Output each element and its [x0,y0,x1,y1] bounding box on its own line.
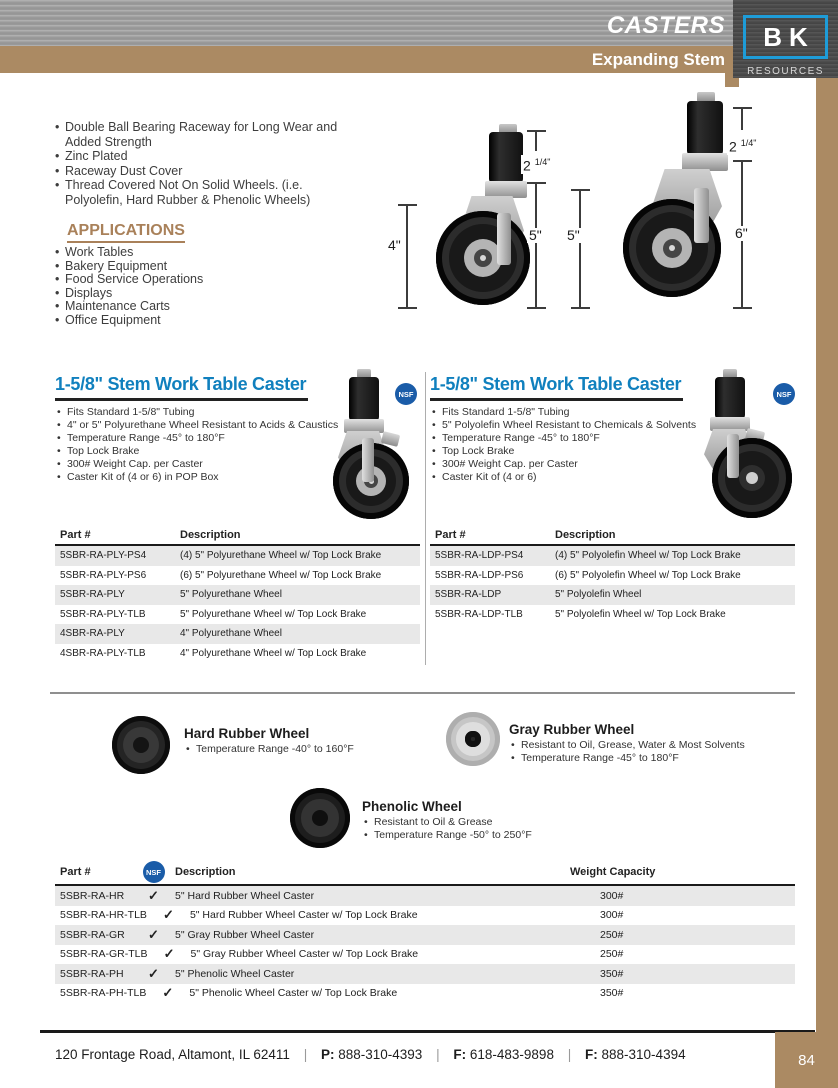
footer-phone: 888-310-4393 [338,1047,423,1062]
feature-item: • Zinc Plated [55,149,341,164]
caster-fork-leg [727,434,739,478]
table-row [55,644,420,664]
section-bullet: • Caster Kit of (4 or 6) in POP Box [57,471,392,484]
section-rule [55,398,308,401]
part-description: 5" Hard Rubber Wheel Caster w/ Top Lock Brake [189,909,418,922]
phenolic-wheel-image [290,788,350,848]
table-row [55,925,795,945]
section-bullet: • 4" or 5" Polyurethane Wheel Resistant to Acids & Caustics [57,419,392,432]
right-edge-strip [816,78,838,1032]
column-header-part: Part # [60,529,91,541]
footer-fax2-label: F: [585,1047,598,1062]
part-description: 5" Polyurethane Wheel w/ Top Lock Brake [180,608,367,620]
part-number: 5SBR-RA-PLY-PS4 [60,550,147,562]
section-bullet: • Temperature Range -45° to 180°F [432,432,767,445]
nsf-logo-icon: NSF [143,861,165,883]
parts-table-polyurethane [55,526,420,663]
footer-phone-label: P: [320,1047,335,1062]
section-bullet: • 300# Weight Cap. per Caster [57,458,392,471]
caster-collar [682,153,728,171]
column-header-nsf [132,861,175,883]
table-row [430,585,795,605]
part-number: 5SBR-RA-PLY [60,589,125,601]
part-number: 5SBR-RA-LDP-PS4 [435,550,524,562]
wheel-type-title-hard-rubber: Hard Rubber Wheel [184,726,310,741]
dimension-line-stem [741,108,743,130]
part-number: 5SBR-RA-LDP-PS6 [435,569,524,581]
column-header-weight: Weight Capacity [570,866,656,878]
section-vertical-divider [425,372,426,665]
part-number: 5SBR-RA-GR-TLB [60,948,148,961]
dimension-line-stem [535,131,537,151]
section-bullet: • Top Lock Brake [57,445,392,458]
section-bullet: • Fits Standard 1-5/8" Tubing [432,406,767,419]
caster-stem [349,377,379,421]
nsf-checkmark-icon: ✓ [148,887,159,903]
table-row [430,566,795,586]
caster-stem [715,377,745,419]
part-number: 5SBR-RA-PH [60,967,124,980]
part-description: 5" Polyolefin Wheel w/ Top Lock Brake [555,608,726,620]
page-number: 84 [775,1032,838,1088]
dimension-label-stem: 2 $^{1/4"}$ [729,138,757,155]
application-item: • Bakery Equipment [55,260,335,274]
part-description: 4" Polyurethane Wheel w/ Top Lock Brake [180,647,367,659]
table-row [430,605,795,625]
column-header-description: Description [180,529,241,541]
caster-wheel [436,211,530,305]
part-description: (6) 5" Polyurethane Wheel w/ Top Lock Brake [180,569,382,581]
table-row [55,945,795,965]
dimension-label-side: 5" [567,227,580,243]
part-number: 5SBR-RA-LDP [435,589,502,601]
table-row [55,984,795,1004]
applications-heading: APPLICATIONS [67,222,185,243]
part-number: 5SBR-RA-PLY-TLB [60,608,146,620]
dimension-label-overall: 5" [529,227,542,243]
table-row [55,886,795,906]
gray-rubber-wheel-image [446,712,500,766]
section-rule [430,398,683,401]
part-number: 4SBR-RA-PLY-TLB [60,647,146,659]
wheel-type-title-gray-rubber: Gray Rubber Wheel [509,722,635,737]
part-number: 5SBR-RA-LDP-TLB [435,608,523,620]
footer-separator: | [303,1047,308,1062]
footer-fax-label: F: [453,1047,467,1062]
dimension-label-side: 4" [388,237,401,253]
part-description: (4) 5" Polyurethane Wheel w/ Top Lock Brake [180,550,382,562]
column-header-part: Part # [60,866,91,878]
caster-summary-table [55,860,795,1003]
section-bullet: • Top Lock Brake [432,445,767,458]
footer-fax: 618-483-9898 [469,1047,554,1062]
wheel-type-bullet: • Resistant to Oil, Grease, Water & Most Solvents [511,739,761,752]
nsf-badge: NSF [773,383,795,405]
wheel-type-bullets [511,739,761,764]
section-title-polyurethane: 1-5/8" Stem Work Table Caster [55,374,307,394]
dimension-label-stem: 2 $^{1/4"}$ [523,157,551,174]
wheel-type-bullets [186,743,436,756]
dimension-label-overall: 6" [735,225,748,241]
nsf-checkmark-icon: ✓ [163,946,175,962]
part-description: 5" Gray Rubber Wheel Caster w/ Top Lock Brake [190,948,419,961]
column-header-description: Description [175,866,236,878]
table-row [55,906,795,926]
table-header [430,526,795,544]
footer-separator: | [567,1047,572,1062]
page-subtitle: Expanding Stem [591,50,725,69]
weight-capacity: 250# [600,948,624,961]
part-description: 5" Phenolic Wheel Caster [175,967,295,980]
dimension-line-overall [535,183,537,308]
caster-stem [489,132,523,183]
part-number: 5SBR-RA-GR [60,928,125,941]
section-title-polyolefin: 1-5/8" Stem Work Table Caster [430,374,682,394]
wheel-type-bullet: • Temperature Range -50° to 250°F [364,829,614,842]
section-bullet: • Temperature Range -45° to 180°F [57,432,392,445]
footer-fax2: 888-310-4394 [601,1047,686,1062]
weight-capacity: 350# [600,967,624,980]
nsf-checkmark-icon: ✓ [148,965,159,981]
part-description: 5" Gray Rubber Wheel Caster [175,928,315,941]
footer-address: 120 Frontage Road, Altamont, IL 62411 [55,1047,290,1062]
nsf-checkmark-icon: ✓ [148,926,159,942]
part-number: 5SBR-RA-HR-TLB [60,909,147,922]
applications-list [55,246,335,327]
caster-fork-leg [362,438,374,482]
features-list [55,120,341,207]
part-description: 5" Hard Rubber Wheel Caster [175,889,315,902]
parts-table-polyolefin [430,526,795,624]
table-row [55,624,420,644]
caster-collar [710,417,750,431]
caster-wheel [712,438,792,518]
application-item: • Food Service Operations [55,273,335,287]
page-title: CASTERS [606,12,725,39]
nsf-checkmark-icon: ✓ [162,907,174,923]
feature-item: • Raceway Dust Cover [55,164,341,179]
caster-fork-leg [497,213,511,265]
part-description: 5" Phenolic Wheel Caster w/ Top Lock Brake [189,987,398,1000]
nsf-checkmark-icon: ✓ [162,985,174,1001]
part-number: 5SBR-RA-HR [60,889,125,902]
brand-logo-box [743,15,828,59]
table-row [55,605,420,625]
part-description: 4" Polyurethane Wheel [180,628,282,640]
brand-logo [733,0,838,78]
application-item: • Office Equipment [55,314,335,328]
brand-logo-subtext: RESOURCES [747,66,824,77]
section-bullet: • Caster Kit of (4 or 6) [432,471,767,484]
feature-item: • Thread Covered Not On Solid Wheels. (i.e. Polyolefin, Hard Rubber & Phenolic Wheels) [55,178,341,207]
table-row [55,964,795,984]
footer-rule [40,1030,815,1033]
table-header [55,526,420,544]
dimension-line-side [579,190,581,308]
footer-contact [55,1047,686,1062]
table-row [55,566,420,586]
table-row [430,546,795,566]
section-bullet: • 5" Polyolefin Wheel Resistant to Chemicals & Solvents [432,419,767,432]
dimension-line-side [406,205,408,308]
section-bullet: • 300# Weight Cap. per Caster [432,458,767,471]
hard-rubber-wheel-image [112,716,170,774]
wheel-type-bullet: • Resistant to Oil & Grease [364,816,614,829]
part-description: (4) 5" Polyolefin Wheel w/ Top Lock Brake [555,550,741,562]
part-description: 5" Polyolefin Wheel [555,589,642,601]
weight-capacity: 300# [600,909,624,922]
wheel-type-bullet: • Temperature Range -45° to 180°F [511,752,761,765]
part-description: 5" Polyurethane Wheel [180,589,282,601]
column-header-part: Part # [435,529,466,541]
weight-capacity: 250# [600,928,624,941]
wheel-type-bullets [364,816,614,841]
table-row [55,585,420,605]
application-item: • Work Tables [55,246,335,260]
part-description: (6) 5" Polyolefin Wheel w/ Top Lock Brake [555,569,741,581]
middle-divider [50,692,795,694]
wheel-type-bullet: • Temperature Range -40° to 160°F [186,743,436,756]
table-header [55,860,795,884]
caster-collar [344,419,384,433]
caster-fork-leg [694,188,709,243]
application-item: • Maintenance Carts [55,300,335,314]
part-number: 4SBR-RA-PLY [60,628,125,640]
feature-item: • Double Ball Bearing Raceway for Long Wear and Added Strength [55,120,341,149]
footer-separator: | [436,1047,440,1062]
part-number: 5SBR-RA-PH-TLB [60,987,147,1000]
nsf-badge: NSF [395,383,417,405]
weight-capacity: 300# [600,889,624,902]
caster-collar [485,181,527,198]
caster-stem [687,101,723,155]
application-item: • Displays [55,287,335,301]
column-header-description: Description [555,529,616,541]
section-bullet: • Fits Standard 1-5/8" Tubing [57,406,392,419]
weight-capacity: 350# [600,987,624,1000]
part-number: 5SBR-RA-PLY-PS6 [60,569,147,581]
table-row [55,546,420,566]
wheel-type-title-phenolic: Phenolic Wheel [362,799,462,814]
brand-logo-text: BK [763,21,815,52]
